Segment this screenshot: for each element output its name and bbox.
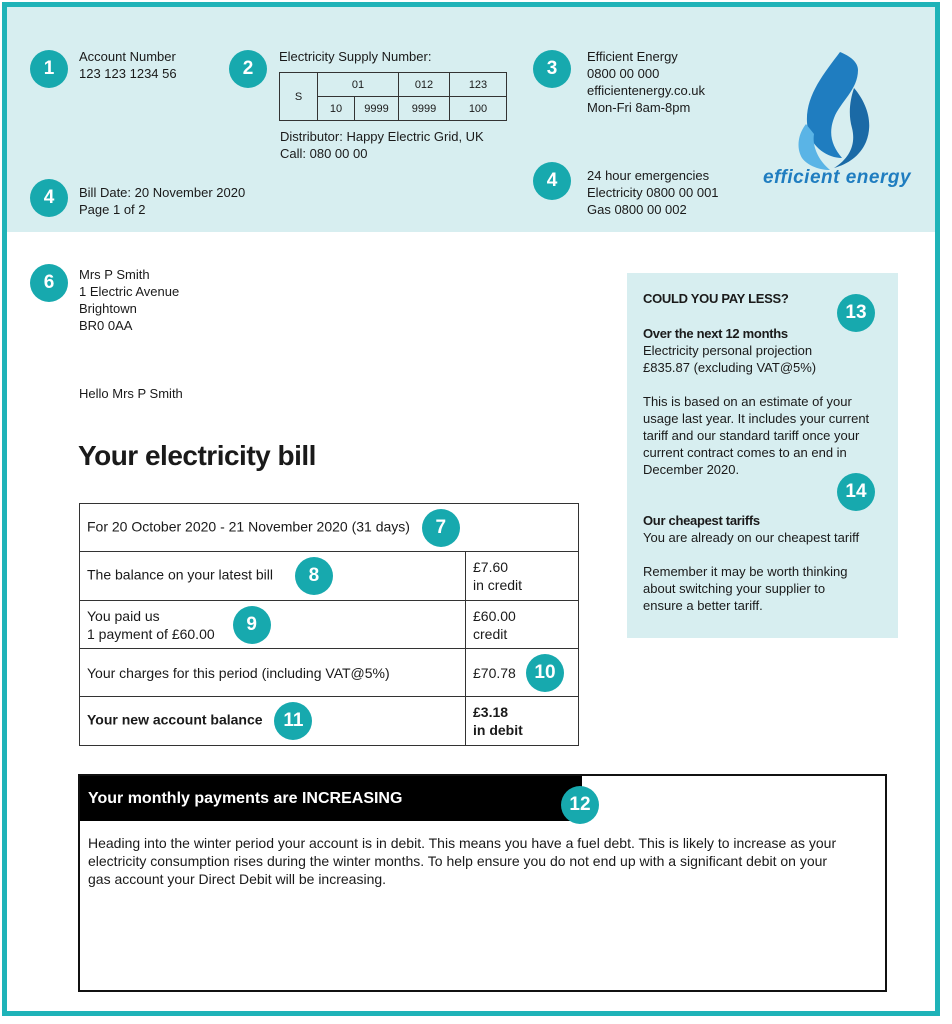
bill-summary-table bbox=[79, 503, 579, 746]
supply-cell: 10 bbox=[318, 97, 355, 121]
callout-badge: 7 bbox=[422, 509, 460, 547]
table-row bbox=[80, 504, 579, 552]
row-amount-cell bbox=[466, 601, 579, 649]
table-row bbox=[80, 601, 579, 649]
callout-badge: 12 bbox=[561, 786, 599, 824]
callout-badge: 6 bbox=[30, 264, 68, 302]
row-amount-cell bbox=[466, 552, 579, 601]
customer-address bbox=[79, 266, 179, 334]
row-amount: £3.18 bbox=[473, 704, 509, 720]
pay-less-content bbox=[643, 290, 883, 614]
period-cell bbox=[80, 504, 579, 552]
row-amount-cell bbox=[466, 649, 579, 697]
bill-date: Bill Date: 20 November 2020 bbox=[79, 185, 246, 200]
row-amount-note: in credit bbox=[473, 577, 523, 593]
callout-badge: 10 bbox=[526, 654, 564, 692]
row-amount-cell bbox=[466, 697, 579, 746]
supply-cell: 01 bbox=[318, 73, 399, 97]
company-website: efficientenergy.co.uk bbox=[587, 83, 706, 98]
supply-cell: 123 bbox=[450, 73, 507, 97]
callout-badge: 2 bbox=[229, 50, 267, 88]
row-label: The balance on your latest bill bbox=[87, 566, 273, 583]
row-amount: £70.78 bbox=[473, 664, 516, 681]
row-label-cell bbox=[80, 552, 466, 601]
table-row bbox=[80, 649, 579, 697]
table-row bbox=[80, 697, 579, 746]
notice-body: Heading into the winter period your account is in debit. This means you have a fuel debt. This is likely to increase as your electricity consumption rises during the winter months. To help ensure you do not end up with a significant debit on your gas account your Direct Debit will be increasing. bbox=[88, 835, 837, 887]
callout-badge: 1 bbox=[30, 50, 68, 88]
address-line: BR0 0AA bbox=[79, 318, 133, 333]
panel-heading: COULD YOU PAY LESS? bbox=[643, 291, 789, 306]
supply-label: Electricity Supply Number: bbox=[279, 49, 432, 64]
address-line: Mrs P Smith bbox=[79, 267, 150, 282]
supply-cell: 9999 bbox=[399, 97, 450, 121]
switch-reminder: Remember it may be worth thinking about switching your supplier to ensure a better tariff. bbox=[643, 564, 848, 613]
cheapest-tariff-text: You are already on our cheapest tariff bbox=[643, 530, 860, 545]
row-label-cell bbox=[80, 649, 466, 697]
logo-wordmark: efficient energy bbox=[762, 167, 912, 188]
row-amount: £7.60 bbox=[473, 559, 509, 575]
row-label-cell bbox=[80, 697, 466, 746]
supply-prefix: S bbox=[280, 73, 318, 121]
emergency-title: 24 hour emergencies bbox=[587, 168, 710, 183]
company-info bbox=[587, 48, 705, 116]
panel-subheading: Over the next 12 months bbox=[643, 326, 788, 341]
period-text: For 20 October 2020 - 21 November 2020 (31 days) bbox=[87, 518, 410, 535]
notice-heading: Your monthly payments are INCREASING bbox=[80, 776, 582, 821]
row-amount-note: credit bbox=[473, 625, 508, 642]
supply-number-grid bbox=[279, 72, 507, 121]
row-amount-note: in debit bbox=[473, 722, 523, 738]
distributor-info bbox=[280, 128, 484, 162]
page-count: Page 1 of 2 bbox=[79, 202, 146, 217]
address-line: Brightown bbox=[79, 301, 137, 316]
callout-badge: 4 bbox=[30, 179, 68, 217]
projection-explanation: This is based on an estimate of your usage last year. It includes your current tariff and our standard tariff once your current contract comes to an end in December 2020. bbox=[643, 394, 870, 477]
callout-badge: 8 bbox=[295, 557, 333, 595]
payment-notice-box bbox=[78, 774, 887, 992]
distributor-name: Distributor: Happy Electric Grid, UK bbox=[280, 129, 484, 144]
account-label: Account Number bbox=[79, 49, 176, 64]
callout-badge: 11 bbox=[274, 702, 312, 740]
row-label-detail: 1 payment of £60.00 bbox=[87, 625, 215, 642]
callout-badge: 3 bbox=[533, 50, 571, 88]
supply-cell: 100 bbox=[450, 97, 507, 121]
supply-cell: 012 bbox=[399, 73, 450, 97]
emergency-gas: Gas 0800 00 002 bbox=[587, 202, 687, 217]
supply-cell: 9999 bbox=[355, 97, 399, 121]
callout-badge: 13 bbox=[837, 294, 875, 332]
projection-label: Electricity personal projection bbox=[643, 343, 813, 358]
row-amount: £60.00 bbox=[473, 607, 516, 624]
company-hours: Mon-Fri 8am-8pm bbox=[587, 100, 691, 115]
distributor-phone: Call: 080 00 00 bbox=[280, 146, 368, 161]
page-title: Your electricity bill bbox=[78, 440, 316, 471]
callout-badge: 9 bbox=[233, 606, 271, 644]
account-info bbox=[79, 48, 177, 82]
projection-value: £835.87 (excluding VAT@5%) bbox=[643, 360, 817, 375]
emergency-info bbox=[587, 167, 719, 218]
table-row bbox=[80, 552, 579, 601]
row-label: Your new account balance bbox=[87, 711, 263, 728]
greeting: Hello Mrs P Smith bbox=[79, 386, 183, 401]
row-label-cell bbox=[80, 601, 466, 649]
row-label: Your charges for this period (including VAT@5%) bbox=[87, 664, 390, 681]
row-label: You paid us bbox=[87, 607, 160, 624]
callout-badge: 4 bbox=[533, 162, 571, 200]
bill-date-info bbox=[79, 184, 245, 218]
callout-badge: 14 bbox=[837, 473, 875, 511]
emergency-electricity: Electricity 0800 00 001 bbox=[587, 185, 719, 200]
company-phone: 0800 00 000 bbox=[587, 66, 660, 81]
account-number: 123 123 1234 56 bbox=[79, 66, 177, 81]
panel-subheading: Our cheapest tariffs bbox=[643, 513, 760, 528]
address-line: 1 Electric Avenue bbox=[79, 284, 180, 299]
company-name: Efficient Energy bbox=[587, 49, 678, 64]
